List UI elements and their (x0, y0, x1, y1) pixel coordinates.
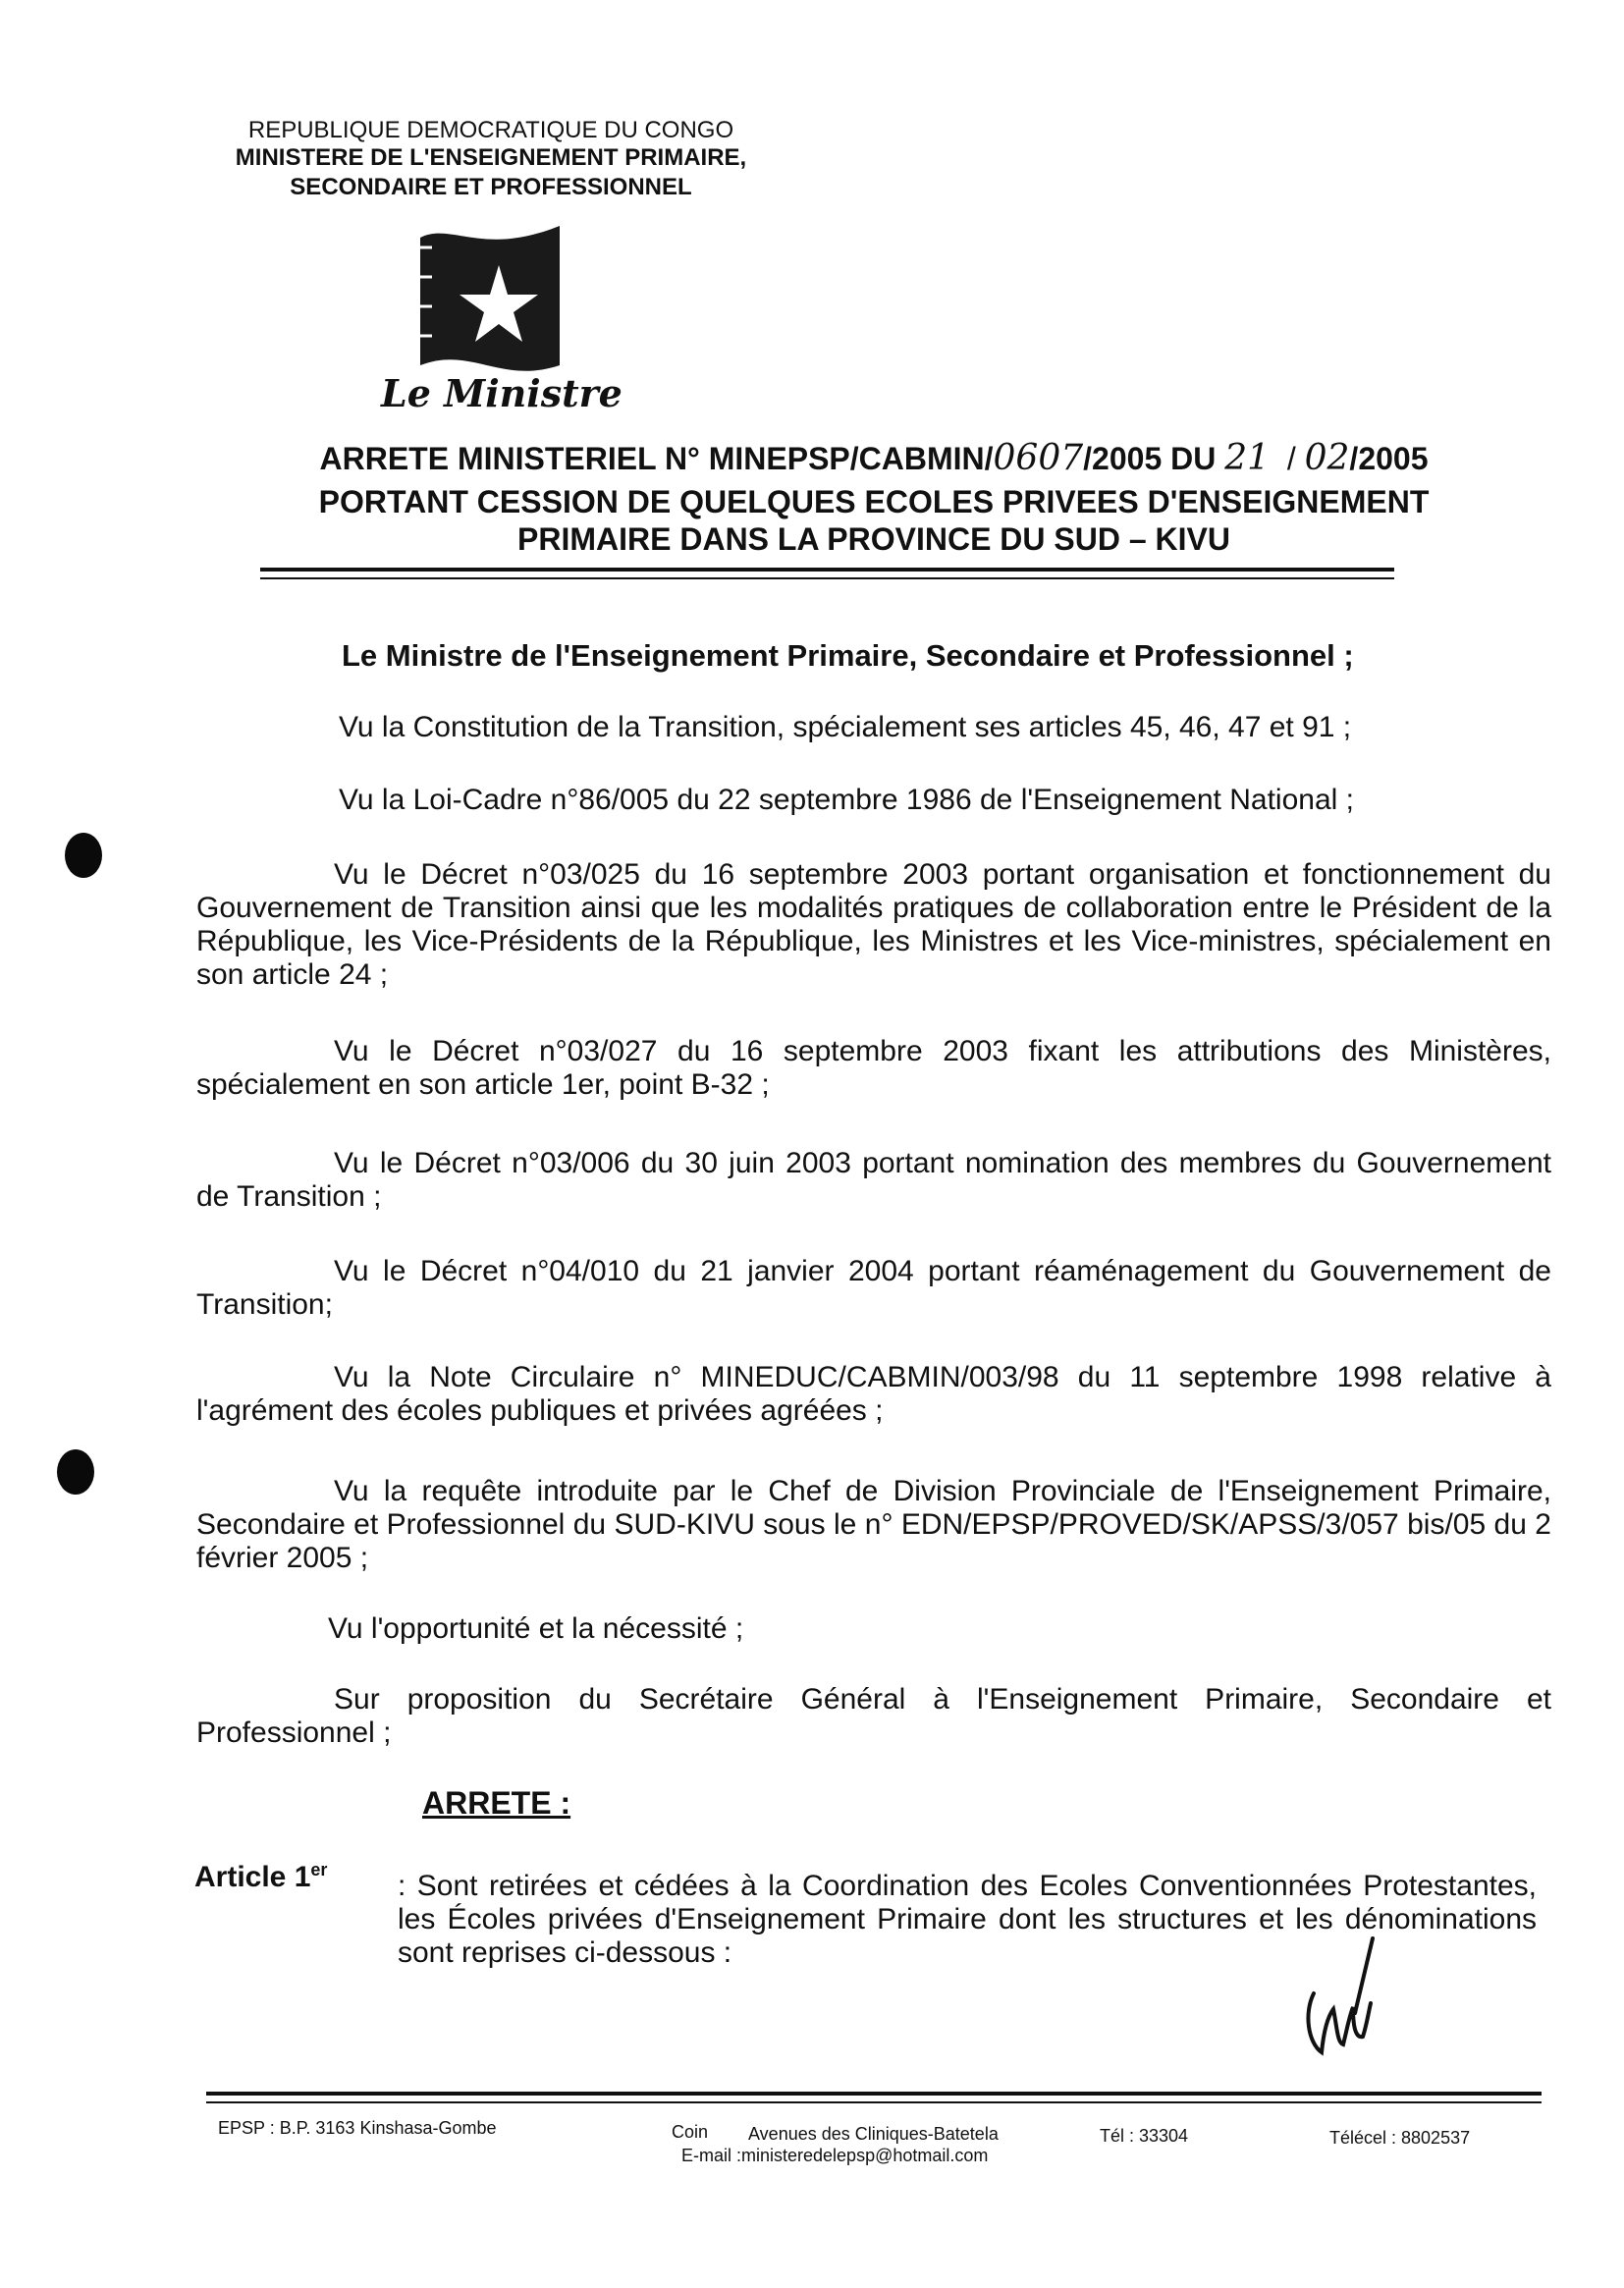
country-name: REPUBLIQUE DEMOCRATIQUE DU CONGO (247, 117, 734, 143)
punch-hole-mark (65, 833, 102, 878)
title-rule-thick (260, 568, 1394, 572)
decree-title-line-3: PRIMAIRE DANS LA PROVINCE DU SUD – KIVU (517, 521, 1230, 557)
decree-day-handwritten: 21 (1224, 438, 1271, 478)
footer-address: EPSP : B.P. 3163 Kinshasa-Gombe (218, 2118, 497, 2138)
decree-title-line-2: PORTANT CESSION DE QUELQUES ECOLES PRIVEES D'ENSEIGNEMENT (318, 484, 1430, 519)
footer-rule-thick (206, 2092, 1542, 2096)
title-rule-thin (260, 577, 1394, 579)
vu-paragraph-1: Vu la Constitution de la Transition, spécialement ses articles 45, 46, 47 et 91 ; (339, 711, 1352, 743)
article-1-label: Article 1er (194, 1860, 328, 1893)
footer-corner: Coin (672, 2122, 709, 2142)
footer-avenues: Avenues des Cliniques-Batetela (748, 2124, 999, 2144)
vu-paragraph-5: Vu le Décret n°03/006 du 30 juin 2003 portant nomination des membres du Gouvernement de Transition ; (196, 1147, 1551, 1213)
article-1-text: : Sont retirées et cédées à la Coordination des Ecoles Conventionnées Protestantes, les Écoles privées d'Enseignement Primaire dont les structures et les dénominations sont reprises ci-dessous : (398, 1870, 1537, 1969)
arrete-heading: ARRETE : (422, 1785, 571, 1821)
decree-number-prefix: ARRETE MINISTERIEL N° MINEPSP/CABMIN/ (319, 441, 994, 476)
minister-label: Le Ministre (381, 371, 623, 415)
decree-title-line-1 (196, 440, 1551, 477)
vu-paragraph-7: Vu la Note Circulaire n° MINEDUC/CABMIN/003/98 du 11 septembre 1998 relative à l'agrément des écoles publiques et privées agréées ; (196, 1361, 1551, 1427)
punch-hole-mark-2 (57, 1449, 94, 1495)
decree-year: /2005 DU (1083, 441, 1217, 476)
vu-paragraph-6: Vu le Décret n°04/010 du 21 janvier 2004 portant réaménagement du Gouvernement de Transition; (196, 1255, 1551, 1321)
vu-paragraph-9: Vu l'opportunité et la nécessité ; (328, 1612, 744, 1645)
intro-line: Le Ministre de l'Enseignement Primaire, Secondaire et Professionnel ; (342, 638, 1354, 673)
vu-paragraph-10: Sur proposition du Secrétaire Général à l'Enseignement Primaire, Secondaire et Professionnel ; (196, 1683, 1551, 1749)
footer-email: E-mail :ministeredelepsp@hotmail.com (681, 2146, 989, 2165)
signature-mark-icon (1294, 1934, 1412, 2082)
date-separator: / (1286, 441, 1296, 476)
flag-star-emblem-icon (412, 218, 569, 385)
footer-rule-thin (206, 2101, 1542, 2103)
ministry-line-2: SECONDAIRE ET PROFESSIONNEL (290, 174, 692, 200)
vu-paragraph-4: Vu le Décret n°03/027 du 16 septembre 2003 fixant les attributions des Ministères, spécialement en son article 1er, point B-32 ; (196, 1035, 1551, 1101)
vu-paragraph-2: Vu la Loi-Cadre n°86/005 du 22 septembre 1986 de l'Enseignement National ; (339, 784, 1354, 816)
decree-date-year: /2005 (1349, 441, 1429, 476)
ministry-line-1: MINISTERE DE L'ENSEIGNEMENT PRIMAIRE, (235, 144, 747, 171)
footer-tel: Tél : 33304 (1100, 2126, 1189, 2146)
decree-number-handwritten: 0607 (993, 438, 1084, 478)
footer-telecel: Télécel : 8802537 (1329, 2128, 1471, 2148)
vu-paragraph-3: Vu le Décret n°03/025 du 16 septembre 2003 portant organisation et fonctionnement du Gouvernement de Transition ainsi que les modalités pratiques de collaboration entre le Président de la République, les Vice-Présidents de la République, les Ministres et les Vice-ministres, spécialement en son article 24 ; (196, 858, 1551, 991)
vu-paragraph-8: Vu la requête introduite par le Chef de Division Provinciale de l'Enseignement Primaire, Secondaire et Professionnel du SUD-KIVU sous le n° EDN/EPSP/PROVED/SK/APSS/3/057 bis/05 du 2 février 2005 ; (196, 1475, 1551, 1574)
decree-month-handwritten: 02 (1304, 438, 1350, 478)
